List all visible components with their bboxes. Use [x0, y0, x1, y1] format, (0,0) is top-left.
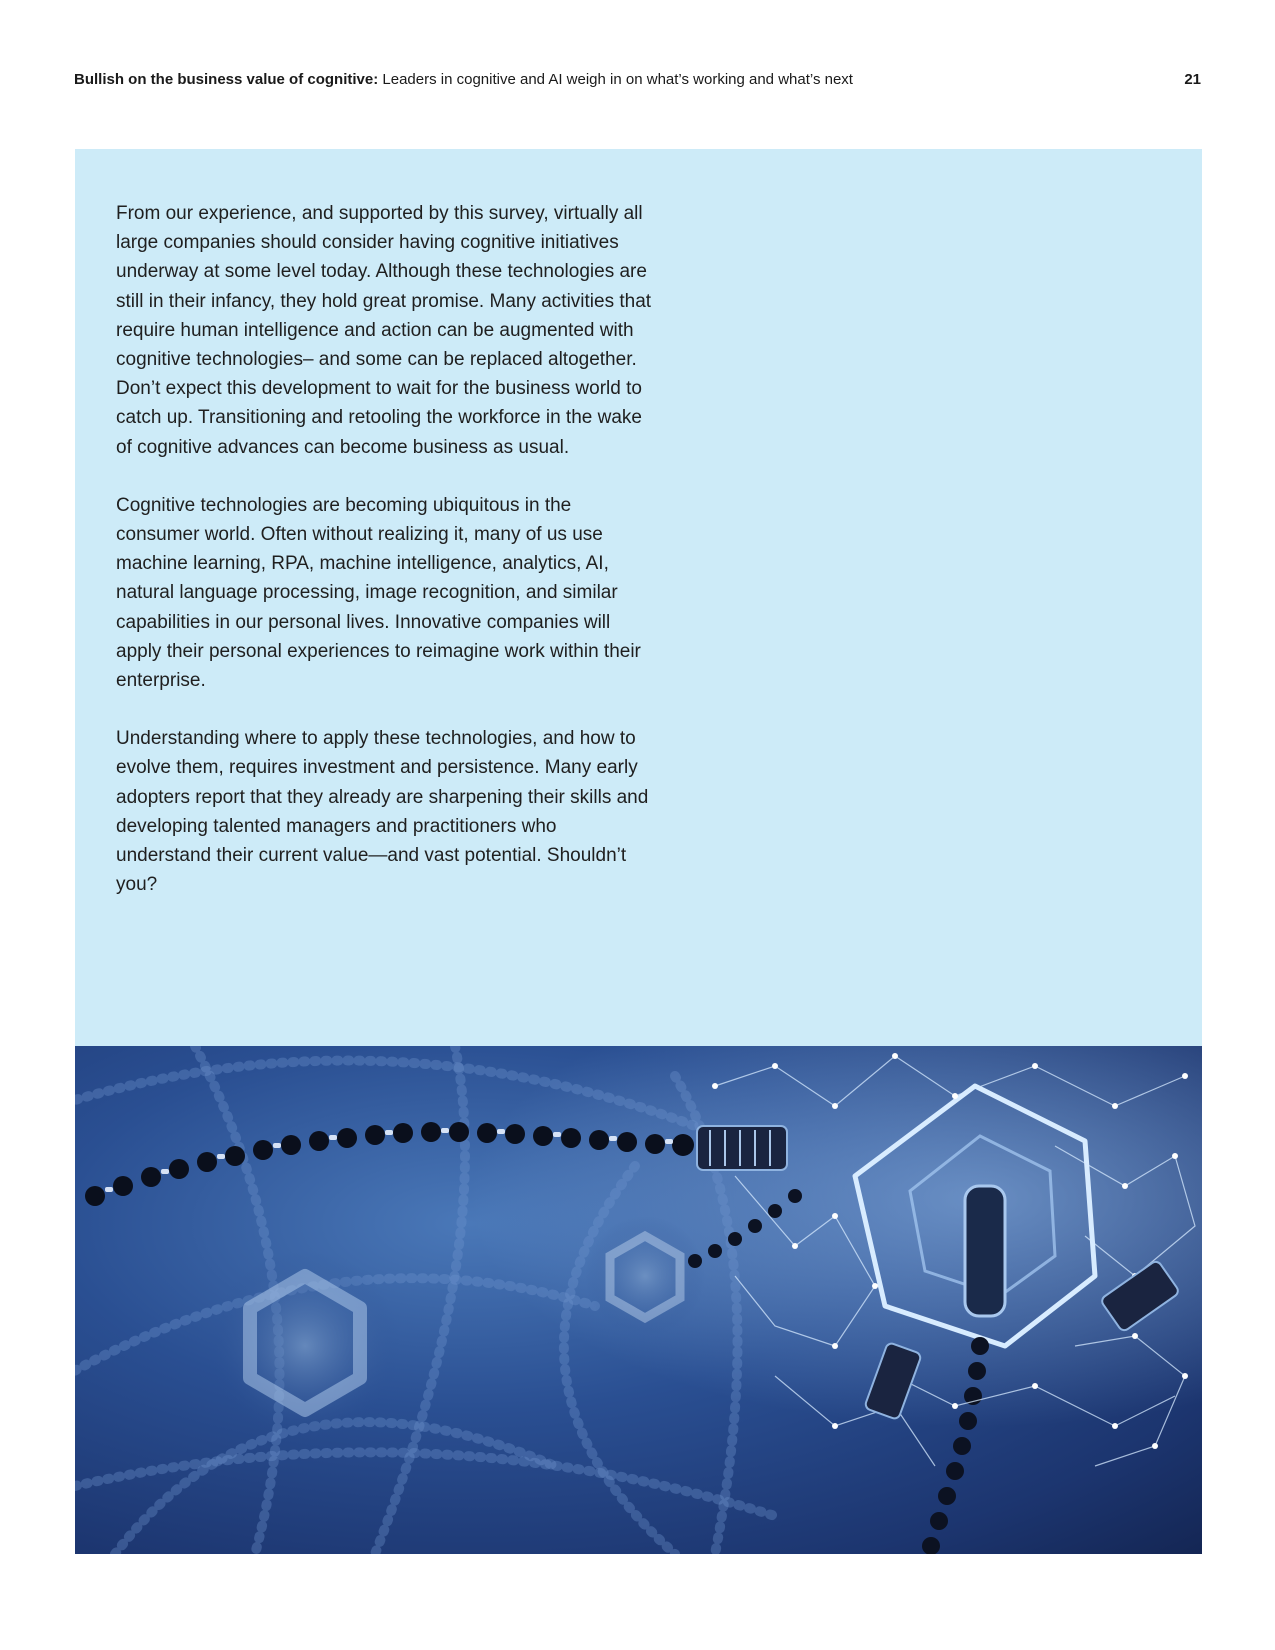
molecular-network-image [75, 1046, 1202, 1554]
running-header [74, 70, 1202, 90]
header-title-rest: Leaders in cognitive and AI weigh in on what’s working and what’s next [378, 71, 853, 88]
paragraph-2: Cognitive technologies are becoming ubiquitous in the consumer world. Often without realizing it, many of us use machine learning, RPA, machine intelligence, analytics, AI, natural language processing, image recognition, and similar capabilities in our personal lives. Innovative companies will apply their personal experiences to reimagine work within their enterprise. [116, 494, 641, 692]
page-number: 21 [1184, 71, 1201, 88]
body-text [116, 199, 656, 928]
network-illustration-icon [75, 1046, 1202, 1554]
header-title-bold: Bullish on the business value of cognitive: [74, 71, 379, 88]
paragraph-1: From our experience, and supported by this survey, virtually all large companies should consider having cognitive initiatives underway at some level today. Although these technologies are still in their infancy, they hold great promise. Many activities that require human intelligence and action can be augmented with cognitive technologies– and some can be replaced altogether. Don’t expect this development to wait for the business world to catch up. Transitioning and retooling the workforce in the wake of cognitive advances can become business as usual. [116, 203, 652, 458]
paragraph-3: Understanding where to apply these technologies, and how to evolve them, requires investment and persistence. Many early adopters report that they already are sharpening their skills and developing talented managers and practitioners who understand their current value—and vast potential. Shouldn’t you? [116, 728, 649, 896]
